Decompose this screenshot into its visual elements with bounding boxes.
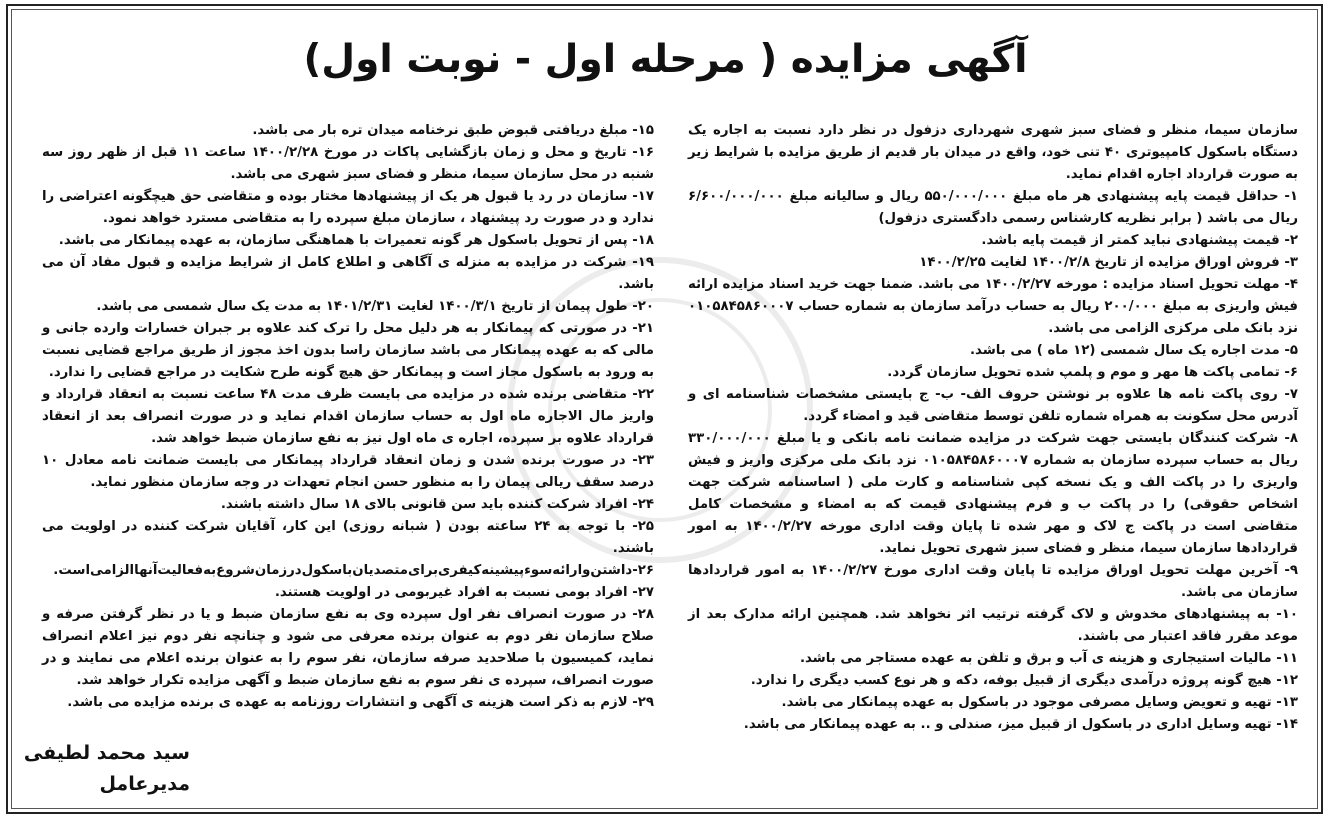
condition-item: ۱۰- به پیشنهادهای مخدوش و لاک گرفته ترتیب اثر نخواهد شد. همچنین ارائه مدارک بعد از موعد مقرر فاقد اعتبار می باشند. [688, 607, 1298, 644]
condition-item: ۲۴- افراد شرکت کننده باید سن قانونی بالای ۱۸ سال داشته باشند. [220, 497, 654, 512]
condition-item: ۱۹- شرکت در مزایده به منزله ی آگاهی و اطلاع کامل از شرایط مزایده و قبول مفاد آن می باشد. [42, 255, 654, 292]
condition-item: ۲۰- طول پیمان از تاریخ ۱۴۰۰/۳/۱ لغایت ۱۴۰۱/۲/۳۱ به مدت یک سال شمسی می باشد. [96, 299, 654, 314]
condition-item: ۸- شرکت کنندگان بایستی جهت شرکت در مزایده ضمانت نامه بانکی و یا مبلغ ۳۳۰/۰۰۰/۰۰۰ ریال به حساب سپرده سازمان به شماره ۰۱۰۵۸۴۵۸۶۰۰۰۷ نزد بانک ملی مرکزی واریز و فیش واریزی را در پاکت الف و یک نسخه کپی شناسنامه و کارت ملی ( اساسنامه شرکت جهت اشخاص حقوقی) را در پاکت ب و فرم پیشنهادی قیمت که به امضاء و مشخصات کامل متقاضی است در پاکت ج لاک و مهر شده تا پایان وقت اداری مورخه ۱۴۰۰/۲/۲۷ به امور قراردادها سازمان سیما، منظر و فضای سبز شهری تحویل نماید. [688, 431, 1298, 556]
condition-item: ۲۳- در صورت برنده شدن و زمان انعقاد قرارداد پیمانکار می بایست ضمانت نامه معادل ۱۰ درصد سقف ریالی پیمان را به منظور حسن انجام تعهدات در وجه سازمان منظور نماید. [42, 453, 654, 490]
condition-item: ۷- روی پاکت نامه ها علاوه بر نوشتن حروف الف- ب- ج بایستی مشخصات شناسنامه ای و آدرس محل سکونت به همراه شماره تلفن توسط متقاضی قید و امضاء گردد. [688, 387, 1298, 424]
condition-item: ۱۴- تهیه وسایل اداری در باسکول از قبیل میز، صندلی و .. به عهده پیمانکار می باشد. [743, 717, 1298, 732]
right-column [688, 120, 1298, 736]
condition-item: ۱۲- هیچ گونه پروژه درآمدی دیگری از قبیل بوفه، دکه و هر نوع کسب دیگری را ندارد. [750, 673, 1298, 688]
signatory-position: مدیرعامل [99, 773, 190, 795]
intro-paragraph: سازمان سیما، منظر و فضای سبز شهری شهرداری دزفول در نظر دارد نسبت به اجاره یک دستگاه باسکول کامپیوتری ۴۰ تنی خود، واقع در میدان بار قدیم از طریق مزایده با شرایط زیر به صورت قرارداد اجاره اقدام نماید. [688, 123, 1299, 182]
condition-item: ۲۸- در صورت انصراف نفر اول سپرده وی به نفع سازمان ضبط و یا در نظر گرفتن صرفه و صلاح سازمان نفر دوم به عنوان برنده معرفی می شود و چنانچه نفر دوم نیز اعلام انصراف نماید، کمیسیون با صلاحدید صرفه سازمان، نفر سوم را به عنوان برنده اعلام می نمایند و در صورت انصراف، سپرده ی نفر سوم به نفع سازمان ضبط و آگهی مزایده تکرار خواهد شد. [42, 607, 654, 688]
signature-block [23, 738, 190, 800]
condition-item: ۱- حداقل قیمت پایه پیشنهادی هر ماه مبلغ ۵۵۰/۰۰۰/۰۰۰ ریال و سالیانه مبلغ ۶/۶۰۰/۰۰۰/۰۰۰ ریال می باشد ( برابر نظریه کارشناس رسمی دادگستری دزفول) [688, 189, 1298, 226]
condition-item: ۲۶-داشتن‌وارائه‌سوءپیشینه‌کیفری‌برای‌متصدیان‌باسکول‌درزمان‌شروع‌به‌فعالیت‌آنهاالزامی‌است. [53, 563, 654, 578]
condition-item: ۱۸- پس از تحویل باسکول هر گونه تعمیرات با هماهنگی سازمان، به عهده پیمانکار می باشد. [58, 233, 654, 248]
condition-item: ۵- مدت اجاره یک سال شمسی (۱۲ ماه ) می باشد. [970, 343, 1298, 358]
condition-item: ۱۱- مالیات استیجاری و هزینه ی آب و برق و تلفن به عهده مستاجر می باشد. [799, 651, 1298, 666]
condition-item: ۲۲- متقاضی برنده شده در مزایده می بایست ظرف مدت ۴۸ ساعت نسبت به انعقاد قرارداد و واریز مال الاجاره ماه اول به حساب سازمان اقدام نماید و در صورت انصراف بعد از انعقاد قرارداد علاوه بر سپرده، اجاره ی ماه اول نیز به نفع سازمان ضبط خواهد شد. [42, 387, 654, 446]
condition-item: ۳- فروش اوراق مزایده از تاریخ ۱۴۰۰/۲/۸ لغایت ۱۴۰۰/۲/۲۵ [919, 255, 1298, 270]
condition-item: ۲۵- با توجه به ۲۴ ساعته بودن ( شبانه روزی) این کار، آقایان شرکت کننده در اولویت می باشند. [42, 519, 654, 556]
condition-item: ۲- قیمت پیشنهادی نباید کمتر از قیمت پایه باشد. [981, 233, 1298, 248]
condition-item: ۲۱- در صورتی که پیمانکار به هر دلیل محل را ترک کند علاوه بر جبران خسارات وارده جانی و مالی که به عهده پیمانکار می باشد سازمان راسا بدون اخذ مجوز از طریق مراجع قضایی نسبت به ورود به باسکول مجاز است و پیمانکار حق هیچ گونه طرح شکایت در مراجع قضایی را ندارد. [42, 321, 654, 380]
condition-item: ۱۷- سازمان در رد یا قبول هر یک از پیشنهادها مختار بوده و متقاضی حق هیچگونه اعتراضی را ندارد و در صورت رد پیشنهاد ، سازمان مبلغ سپرده را به متقاضی مسترد خواهد نمود. [42, 189, 654, 226]
condition-item: ۴- مهلت تحویل اسناد مزایده : مورخه ۱۴۰۰/۲/۲۷ می باشد. ضمنا جهت خرید اسناد مزایده ارائه فیش واریزی به مبلغ ۲۰۰/۰۰۰ ریال به حساب درآمد سازمان به شماره حساب ۰۱۰۵۸۴۵۸۶۰۰۰۷ نزد بانک ملی مرکزی الزامی می باشد. [688, 277, 1298, 336]
condition-item: ۱۶- تاریخ و محل و زمان بازگشایی پاکات در مورخ ۱۴۰۰/۲/۲۸ ساعت ۱۱ قبل از ظهر روز سه شنبه در محل سازمان سیما، منظر و فضای سبز شهری می باشد. [42, 145, 654, 182]
condition-item: ۱۵- مبلغ دریافتی قبوض طبق نرخنامه میدان تره بار می باشد. [252, 123, 654, 138]
condition-item: ۱۳- تهیه و تعویض وسایل مصرفی موجود در باسکول به عهده پیمانکار می باشد. [781, 695, 1298, 710]
left-column [42, 120, 654, 714]
signatory-name: سید محمد لطیفی [23, 742, 190, 764]
condition-item: ۶- تمامی پاکت ها مهر و موم و پلمپ شده تحویل سازمان گردد. [887, 365, 1298, 380]
condition-item: ۲۷- افراد بومی نسبت به افراد غیربومی در اولویت هستند. [274, 585, 654, 600]
condition-item: ۹- آخرین مهلت تحویل اوراق مزایده تا پایان وقت اداری مورخ ۱۴۰۰/۲/۲۷ به امور قراردادها سازمان می باشد. [688, 563, 1298, 600]
notice-title: آگهی مزایده ( مرحله اول - نوبت اول) [303, 37, 1028, 82]
condition-item: ۲۹- لازم به ذکر است هزینه ی آگهی و انتشارات روزنامه به عهده ی برنده مزایده می باشد. [67, 695, 654, 710]
